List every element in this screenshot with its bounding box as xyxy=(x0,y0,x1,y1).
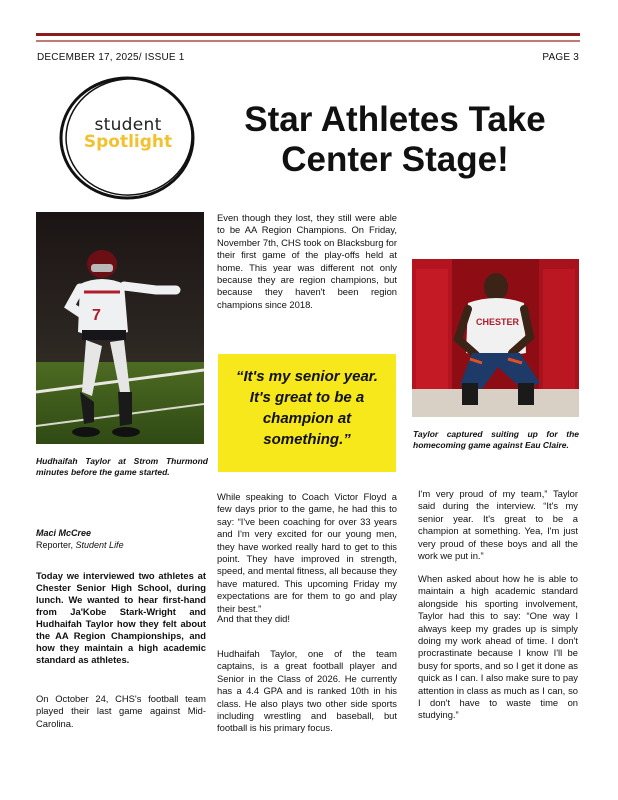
header-rule-top xyxy=(36,33,580,36)
photo-locker-room xyxy=(412,259,579,417)
byline-role xyxy=(36,540,124,550)
article-paragraph-middle-2: While speaking to Coach Victor Floyd a few days prior to the game, he had this to say: “I've been coaching for over 33 years and I'm very excited for our young men, they have worked really hard to get to this point. They have improved in strength, speed, and mental fitness, all because they have matured. This upcoming Friday my expectations are for them to go and play their best.” xyxy=(217,491,397,614)
article-paragraph-left: On October 24, CHS's football team played their last game against Mid-Carolina. xyxy=(36,693,206,729)
photo-caption-right: Taylor captured suiting up for the homecoming game against Eau Claire. xyxy=(413,429,579,450)
intro-paragraph: Today we interviewed two athletes at Chester Senior High School, during lunch. We wanted to hear first-hand from Ja'Kobe Stark-Wright and Hudhaifah Taylor how they felt about the AA Region Championships, and how they maintain a high academic standard as athletes. xyxy=(36,570,206,665)
headline: Star Athletes Take Center Stage! xyxy=(244,100,546,179)
article-paragraph-right-2: When asked about how he is able to maintain a high academic standard alongside his sporting involvement, Taylor had this to say: “One way I always keep my grades up is simply doing my work ahead of time. I don't procrastinate because I know I'll be busy for sports, and so I get it done as quick as I can. I also make sure to pay attention in class as much as I can, so I don't have to waste time on studying.” xyxy=(418,573,578,721)
pull-quote-text: “It's my senior year. It's great to be a champion at something.” xyxy=(236,368,378,448)
article-paragraph-right-1: I'm very proud of my team,” Taylor said during the interview. “It's my senior year. It's great to be a champion at something. Yea, I'm just very proud of these boys and all the work we put in.” xyxy=(418,488,578,562)
header-rule-bottom xyxy=(36,40,580,42)
byline-role-prefix: Reporter, xyxy=(36,540,76,550)
byline-name: Maci McCree xyxy=(36,528,92,538)
svg-text:CHESTER: CHESTER xyxy=(476,317,520,327)
page-number: PAGE 3 xyxy=(542,52,579,63)
pull-quote-box xyxy=(218,354,396,472)
photo-football-player-field xyxy=(36,212,204,444)
logo-word-student: student xyxy=(94,115,162,135)
logo-word-spotlight: Spotlight xyxy=(83,132,173,152)
article-paragraph-middle-1: Even though they lost, they still were able to be AA Region Champions. On Friday, November 7th, CHS took on Blacksburg for their first game of the play-offs held at home. This year was different not only because they are region champions, but because they haven't been region champions since 2018. xyxy=(217,212,397,310)
article-paragraph-middle-3: Hudhaifah Taylor, one of the team captains, is a great football player and Senior in the Class of 2026. He currently has a 4.4 GPA and is ranked 10th in his class. He also plays two other side sports including wrestling and baseball, but football is his primary focus. xyxy=(217,648,397,734)
football-player-field-image xyxy=(36,212,204,444)
photo-caption-left: Hudhaifah Taylor at Strom Thurmond minutes before the game started. xyxy=(36,456,208,477)
student-spotlight-logo xyxy=(55,72,201,202)
locker-room-image xyxy=(412,259,579,417)
byline-role-section: Student Life xyxy=(75,540,124,550)
svg-text:7: 7 xyxy=(92,307,101,324)
article-paragraph-middle-2-end: And that they did! xyxy=(217,613,290,624)
issue-date: DECEMBER 17, 2025/ ISSUE 1 xyxy=(37,52,185,63)
